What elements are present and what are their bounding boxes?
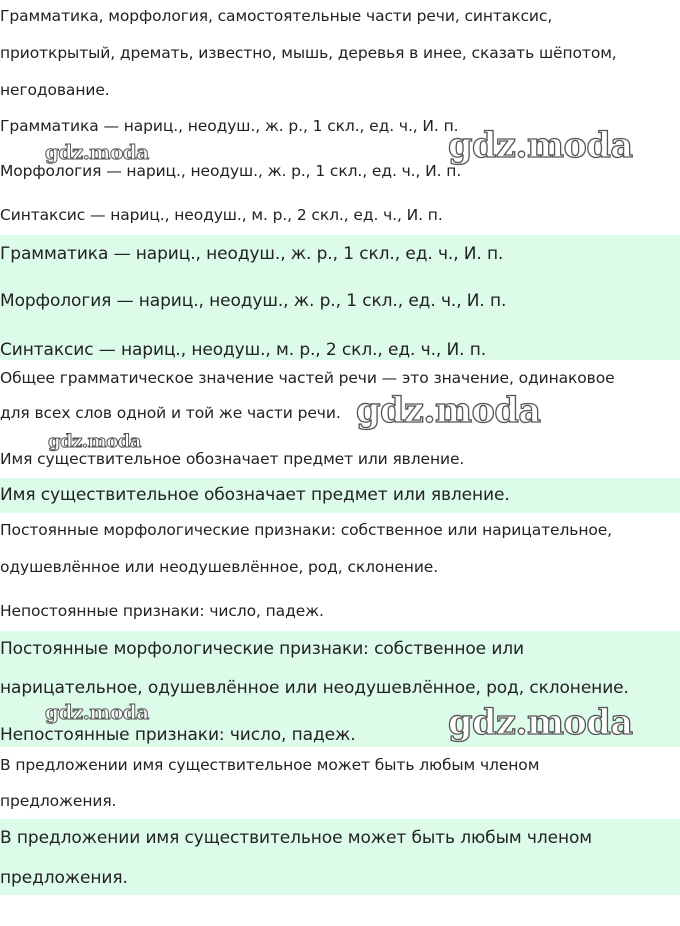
watermark-logo: gdz.moda	[448, 125, 633, 166]
answer-block-4	[0, 819, 680, 895]
grammar-line: Грамматика — нариц., неодуш., ж. р., 1 скл., ед. ч., И. п.	[0, 117, 459, 135]
variable-features-line: Непостоянные признаки: число, падеж.	[0, 602, 324, 620]
general-meaning-line-1: Общее грамматическое значение частей речи — это значение, одинаковое	[0, 369, 615, 387]
answer-syntax: Синтаксис — нариц., неодуш., м. р., 2 скл., ед. ч., И. п.	[0, 340, 487, 360]
watermark-logo: gdz.moda	[45, 140, 149, 164]
watermark-logo: gdz.moda	[356, 390, 541, 431]
noun-meaning-line: Имя существительное обозначает предмет или явление.	[0, 450, 465, 468]
answer-morphology: Морфология — нариц., неодуш., ж. р., 1 скл., ед. ч., И. п.	[0, 291, 507, 311]
answer-constant-1: Постоянные морфологические признаки: собственное или	[0, 639, 524, 659]
answer-variable: Непостоянные признаки: число, падеж.	[0, 725, 356, 745]
watermark-logo: gdz.moda	[45, 700, 149, 724]
morphology-line: Морфология — нариц., неодуш., ж. р., 1 скл., ед. ч., И. п.	[0, 162, 462, 180]
answer-block-2	[0, 478, 680, 513]
general-meaning-line-2: для всех слов одной и той же части речи.	[0, 404, 341, 422]
sentence-role-line-2: предложения.	[0, 792, 117, 810]
watermark-logo: gdz.moda	[48, 431, 141, 452]
constant-features-line-2: одушевлённое или неодушевлённое, род, склонение.	[0, 558, 439, 576]
answer-grammar: Грамматика — нариц., неодуш., ж. р., 1 скл., ед. ч., И. п.	[0, 244, 504, 264]
watermark-logo: gdz.moda	[448, 702, 633, 743]
answer-constant-2: нарицательное, одушевлённое или неодушевлённое, род, склонение.	[0, 678, 629, 698]
answer-block-1	[0, 235, 680, 360]
syntax-line: Синтаксис — нариц., неодуш., м. р., 2 скл., ед. ч., И. п.	[0, 206, 443, 224]
intro-line-1: Грамматика, морфология, самостоятельные части речи, синтаксис,	[0, 7, 553, 25]
constant-features-line-1: Постоянные морфологические признаки: собственное или нарицательное,	[0, 521, 613, 539]
answer-sentence-role-1: В предложении имя существительное может быть любым членом	[0, 828, 593, 848]
answer-noun-meaning: Имя существительное обозначает предмет или явление.	[0, 485, 510, 505]
sentence-role-line-1: В предложении имя существительное может быть любым членом	[0, 756, 540, 774]
intro-line-2: приоткрытый, дремать, известно, мышь, деревья в инее, сказать шёпотом,	[0, 44, 617, 62]
answer-sentence-role-2: предложения.	[0, 868, 128, 888]
intro-line-3: негодование.	[0, 81, 110, 99]
